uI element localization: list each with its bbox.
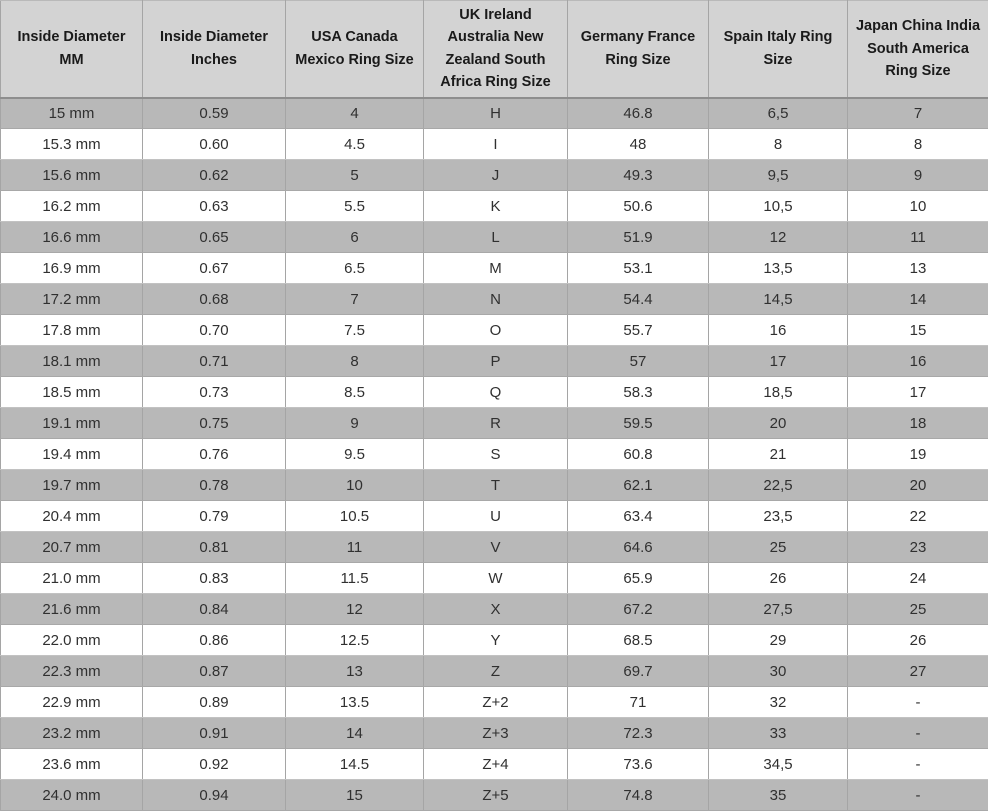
table-row [1, 501, 988, 532]
table-cell: 6.5 [286, 253, 424, 284]
table-cell: 4 [286, 98, 424, 129]
table-row [1, 718, 988, 749]
table-cell: 59.5 [568, 408, 709, 439]
table-cell: 10 [848, 191, 988, 222]
table-cell: 33 [709, 718, 848, 749]
table-row [1, 284, 988, 315]
table-row [1, 129, 988, 160]
table-cell: Z+3 [424, 718, 568, 749]
table-cell: K [424, 191, 568, 222]
table-cell: - [848, 780, 988, 811]
table-cell: 9,5 [709, 160, 848, 191]
table-cell: 19.1 mm [1, 408, 143, 439]
table-cell: 23.2 mm [1, 718, 143, 749]
table-cell: 0.75 [143, 408, 286, 439]
table-row [1, 98, 988, 129]
table-cell: Z+4 [424, 749, 568, 780]
table-cell: 21.0 mm [1, 563, 143, 594]
table-cell: 18,5 [709, 377, 848, 408]
table-row [1, 563, 988, 594]
table-cell: Z [424, 656, 568, 687]
table-cell: 0.94 [143, 780, 286, 811]
table-cell: 17.8 mm [1, 315, 143, 346]
table-cell: Q [424, 377, 568, 408]
table-cell: 35 [709, 780, 848, 811]
table-cell: 25 [848, 594, 988, 625]
table-cell: 21.6 mm [1, 594, 143, 625]
table-cell: R [424, 408, 568, 439]
table-cell: 32 [709, 687, 848, 718]
table-cell: 12.5 [286, 625, 424, 656]
table-cell: 62.1 [568, 470, 709, 501]
table-cell: 51.9 [568, 222, 709, 253]
table-cell: 30 [709, 656, 848, 687]
table-cell: 34,5 [709, 749, 848, 780]
table-cell: 0.73 [143, 377, 286, 408]
table-cell: 29 [709, 625, 848, 656]
column-header-germany-france: Germany France Ring Size [568, 1, 709, 98]
table-cell: 0.83 [143, 563, 286, 594]
table-cell: 20.4 mm [1, 501, 143, 532]
table-cell: 15 [286, 780, 424, 811]
table-row [1, 749, 988, 780]
table-row [1, 470, 988, 501]
table-cell: 26 [848, 625, 988, 656]
column-header-spain-italy: Spain Italy Ring Size [709, 1, 848, 98]
table-cell: 14,5 [709, 284, 848, 315]
table-cell: 16 [709, 315, 848, 346]
table-cell: - [848, 687, 988, 718]
table-cell: 50.6 [568, 191, 709, 222]
table-cell: 0.67 [143, 253, 286, 284]
table-cell: 0.59 [143, 98, 286, 129]
table-cell: 15.3 mm [1, 129, 143, 160]
table-cell: 16.2 mm [1, 191, 143, 222]
table-cell: 19.4 mm [1, 439, 143, 470]
table-cell: 24 [848, 563, 988, 594]
table-cell: 11.5 [286, 563, 424, 594]
table-row [1, 656, 988, 687]
table-cell: - [848, 718, 988, 749]
header-row [1, 1, 988, 98]
table-cell: U [424, 501, 568, 532]
table-cell: 22 [848, 501, 988, 532]
table-cell: 22,5 [709, 470, 848, 501]
table-cell: O [424, 315, 568, 346]
table-cell: 11 [286, 532, 424, 563]
table-cell: 13,5 [709, 253, 848, 284]
table-cell: 10 [286, 470, 424, 501]
table-cell: W [424, 563, 568, 594]
table-cell: 0.86 [143, 625, 286, 656]
table-cell: 74.8 [568, 780, 709, 811]
table-cell: 23,5 [709, 501, 848, 532]
table-cell: 24.0 mm [1, 780, 143, 811]
table-cell: 0.91 [143, 718, 286, 749]
table-cell: 0.68 [143, 284, 286, 315]
table-cell: 65.9 [568, 563, 709, 594]
table-cell: 12 [286, 594, 424, 625]
table-header [1, 1, 988, 98]
table-cell: 17 [848, 377, 988, 408]
table-cell: 0.65 [143, 222, 286, 253]
table-cell: V [424, 532, 568, 563]
table-cell: 9 [848, 160, 988, 191]
column-header-japan-china-india: Japan China India South America Ring Size [848, 1, 988, 98]
table-cell: 7 [286, 284, 424, 315]
table-cell: 72.3 [568, 718, 709, 749]
table-cell: 54.4 [568, 284, 709, 315]
table-row [1, 687, 988, 718]
table-row [1, 780, 988, 811]
table-cell: 22.3 mm [1, 656, 143, 687]
table-cell: 18.5 mm [1, 377, 143, 408]
column-header-inside-diameter-mm: Inside Diameter MM [1, 1, 143, 98]
table-cell: 10.5 [286, 501, 424, 532]
table-cell: 15.6 mm [1, 160, 143, 191]
table-cell: 16 [848, 346, 988, 377]
table-cell: T [424, 470, 568, 501]
table-cell: 22.0 mm [1, 625, 143, 656]
table-cell: 9 [286, 408, 424, 439]
table-row [1, 315, 988, 346]
table-cell: 16.6 mm [1, 222, 143, 253]
table-cell: 55.7 [568, 315, 709, 346]
table-cell: 21 [709, 439, 848, 470]
table-cell: 0.92 [143, 749, 286, 780]
table-cell: 0.60 [143, 129, 286, 160]
table-row [1, 532, 988, 563]
table-cell: H [424, 98, 568, 129]
table-cell: 67.2 [568, 594, 709, 625]
table-cell: 46.8 [568, 98, 709, 129]
table-row [1, 346, 988, 377]
table-cell: N [424, 284, 568, 315]
table-cell: 5 [286, 160, 424, 191]
table-cell: 6,5 [709, 98, 848, 129]
table-cell: 73.6 [568, 749, 709, 780]
table-row [1, 222, 988, 253]
table-row [1, 439, 988, 470]
table-cell: 0.81 [143, 532, 286, 563]
table-cell: 8 [286, 346, 424, 377]
table-cell: 68.5 [568, 625, 709, 656]
table-cell: 57 [568, 346, 709, 377]
table-cell: 11 [848, 222, 988, 253]
table-cell: 0.87 [143, 656, 286, 687]
table-cell: 23.6 mm [1, 749, 143, 780]
column-header-uk-ireland-australia: UK Ireland Australia New Zealand South Africa Ring Size [424, 1, 568, 98]
table-cell: 15 [848, 315, 988, 346]
table-cell: 17.2 mm [1, 284, 143, 315]
table-cell: 20.7 mm [1, 532, 143, 563]
table-cell: 7 [848, 98, 988, 129]
table-row [1, 408, 988, 439]
table-cell: 14 [848, 284, 988, 315]
table-cell: 7.5 [286, 315, 424, 346]
table-cell: 53.1 [568, 253, 709, 284]
table-cell: 16.9 mm [1, 253, 143, 284]
table-cell: 8 [709, 129, 848, 160]
table-cell: 0.62 [143, 160, 286, 191]
table-row [1, 625, 988, 656]
table-cell: 58.3 [568, 377, 709, 408]
table-cell: 17 [709, 346, 848, 377]
table-cell: 14 [286, 718, 424, 749]
table-cell: Y [424, 625, 568, 656]
table-cell: 0.89 [143, 687, 286, 718]
table-cell: 27,5 [709, 594, 848, 625]
table-row [1, 377, 988, 408]
table-row [1, 253, 988, 284]
table-cell: Z+5 [424, 780, 568, 811]
table-cell: 27 [848, 656, 988, 687]
table-cell: 0.71 [143, 346, 286, 377]
table-cell: S [424, 439, 568, 470]
table-cell: 18.1 mm [1, 346, 143, 377]
table-cell: L [424, 222, 568, 253]
table-cell: - [848, 749, 988, 780]
table-row [1, 160, 988, 191]
table-cell: 4.5 [286, 129, 424, 160]
table-body [1, 98, 988, 811]
table-cell: 15 mm [1, 98, 143, 129]
table-cell: 25 [709, 532, 848, 563]
table-cell: I [424, 129, 568, 160]
table-cell: 8.5 [286, 377, 424, 408]
table-cell: 8 [848, 129, 988, 160]
table-cell: 13 [848, 253, 988, 284]
table-cell: 9.5 [286, 439, 424, 470]
table-cell: 19.7 mm [1, 470, 143, 501]
table-cell: 63.4 [568, 501, 709, 532]
table-cell: Z+2 [424, 687, 568, 718]
table-cell: 49.3 [568, 160, 709, 191]
table-cell: 0.70 [143, 315, 286, 346]
table-cell: 6 [286, 222, 424, 253]
table-cell: 26 [709, 563, 848, 594]
table-cell: J [424, 160, 568, 191]
table-cell: 18 [848, 408, 988, 439]
table-cell: 12 [709, 222, 848, 253]
table-cell: 71 [568, 687, 709, 718]
table-cell: 10,5 [709, 191, 848, 222]
table-cell: 0.76 [143, 439, 286, 470]
table-cell: 48 [568, 129, 709, 160]
table-cell: P [424, 346, 568, 377]
table-cell: M [424, 253, 568, 284]
table-cell: 5.5 [286, 191, 424, 222]
table-cell: 13.5 [286, 687, 424, 718]
table-row [1, 191, 988, 222]
table-cell: 0.63 [143, 191, 286, 222]
table-cell: 20 [848, 470, 988, 501]
table-cell: 0.84 [143, 594, 286, 625]
table-row [1, 594, 988, 625]
table-cell: 69.7 [568, 656, 709, 687]
table-cell: 19 [848, 439, 988, 470]
table-cell: 14.5 [286, 749, 424, 780]
table-cell: 22.9 mm [1, 687, 143, 718]
table-cell: 64.6 [568, 532, 709, 563]
table-cell: 0.78 [143, 470, 286, 501]
table-cell: X [424, 594, 568, 625]
table-cell: 60.8 [568, 439, 709, 470]
column-header-inside-diameter-inches: Inside Diameter Inches [143, 1, 286, 98]
table-cell: 20 [709, 408, 848, 439]
table-cell: 23 [848, 532, 988, 563]
table-cell: 0.79 [143, 501, 286, 532]
table-cell: 13 [286, 656, 424, 687]
column-header-usa-canada-mexico: USA Canada Mexico Ring Size [286, 1, 424, 98]
